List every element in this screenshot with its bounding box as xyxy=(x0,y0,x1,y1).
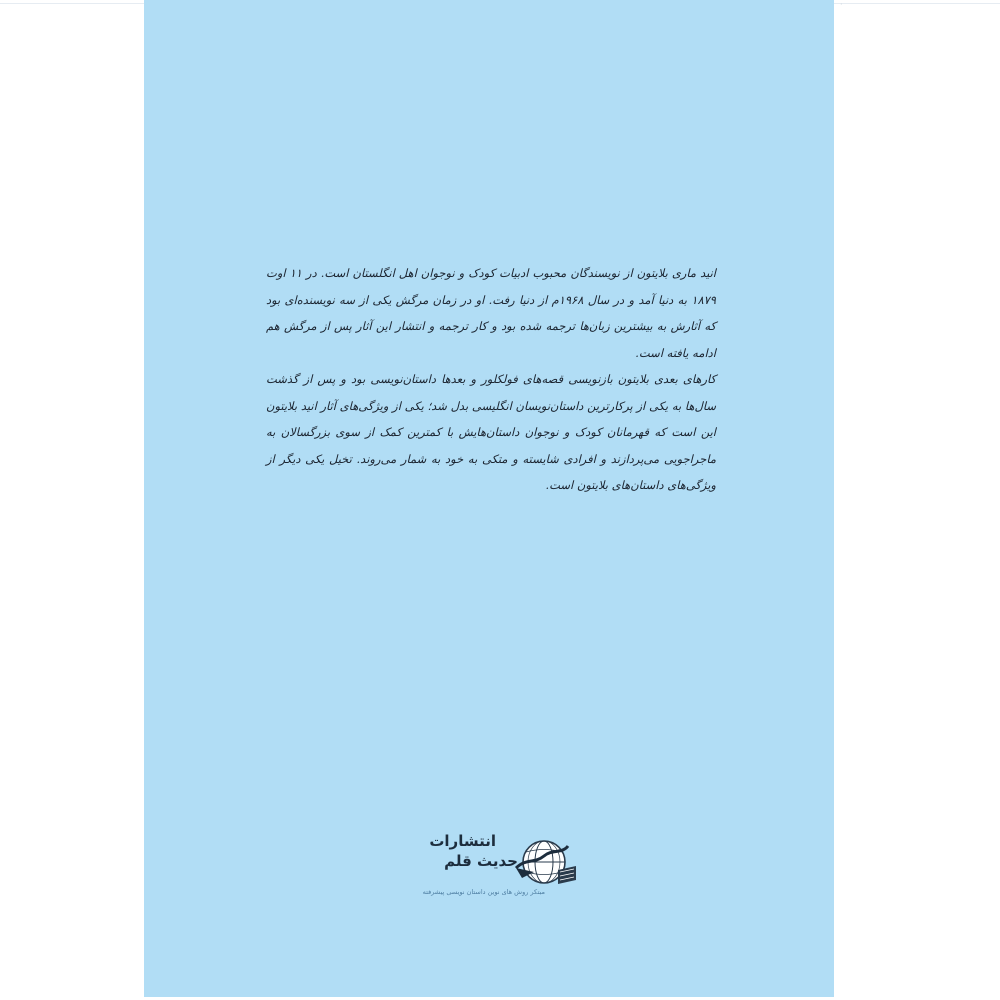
blurb-paragraph-1: انید ماری بلایتون از نویسندگان محبوب ادبیات کودک و نوجوان اهل انگلستان است. در ۱۱ اوت ۱۸۷۹ به دنیا آمد و در سال ۱۹۶۸م از دنیا رفت. او در زمان مرگش یکی از سه نویسنده‌ای بود که آثارش به بیشترین زبان‌ها ترجمه شده بود و کار ترجمه و انتشار این آثار پس از مرگش هم ادامه یافته است. xyxy=(266,266,716,360)
publisher-name-line-1: انتشارات xyxy=(429,832,496,850)
publisher-tagline: مبتکر روش های نوین داستان نویسی پیشرفته xyxy=(422,888,545,896)
publisher-name-line-2: حدیث قلم xyxy=(444,852,518,870)
corner-mark: · xyxy=(840,0,843,9)
cover-blurb xyxy=(266,260,716,499)
book-back-cover xyxy=(144,0,834,997)
publisher-logo xyxy=(406,830,581,905)
globe-book-icon xyxy=(514,834,580,890)
blurb-paragraph-2: کارهای بعدی بلایتون بازنویسی قصه‌های فولکلور و بعدها داستان‌نویسی بود و پس از گذشت سال‌ها به یکی از پرکارترین داستان‌نویسان انگلیسی بدل شد؛ یکی از ویژگی‌های آثار انید بلایتون این است که قهرمانان کودک و نوجوان داستان‌هایش با کمترین کمک از سوی بزرگسالان به ماجراجویی می‌پردازند و افرادی شایسته و متکی به خود به شمار می‌روند. تخیل یکی دیگر از ویژگی‌های داستان‌های بلایتون است. xyxy=(266,372,716,492)
